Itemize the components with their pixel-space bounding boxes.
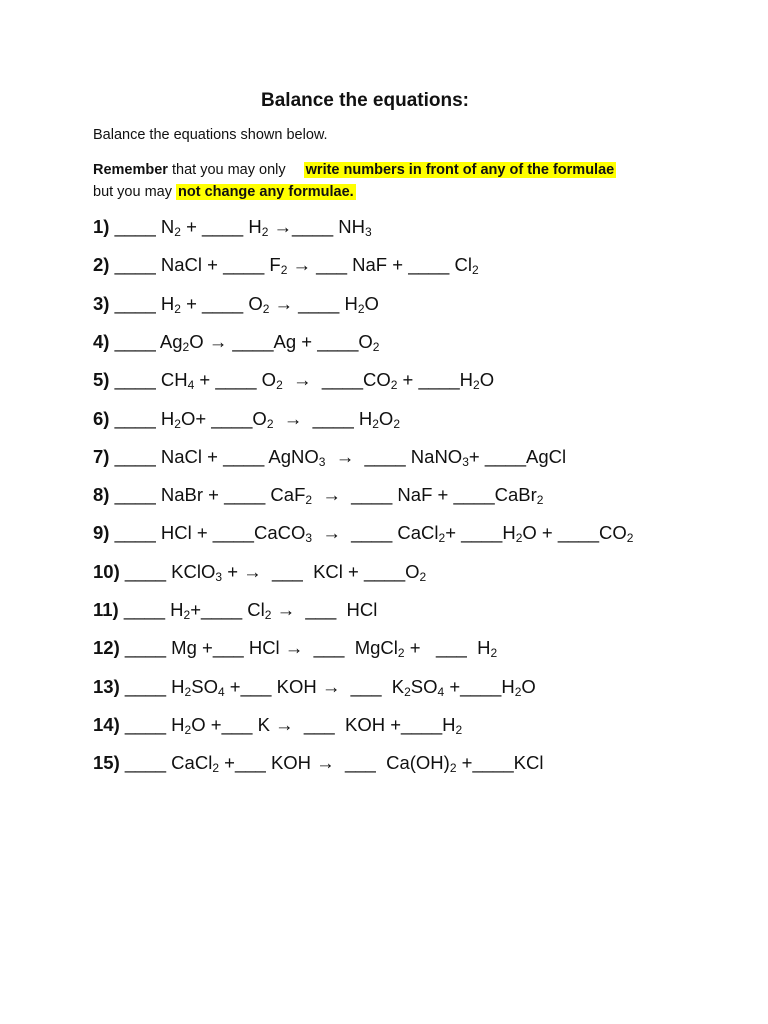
intro-text: Balance the equations shown below.	[93, 127, 328, 143]
equation-text[interactable]: ____ $CH_4$ + ____ $O_2$ → $\_\_\_\_CO_2$ + $\_\_\_\_H_2O$	[114, 369, 495, 393]
highlight-not-change: not change any formulae.	[178, 184, 354, 200]
equation-number: 11)	[93, 599, 124, 620]
equation-row	[93, 560, 426, 584]
equation-text[interactable]: ____ NaCl + ____ AgNO$_3$ → ____ NaNO$_3$+ ____AgCl	[114, 445, 567, 469]
equation-row	[93, 521, 633, 545]
equation-text[interactable]: ____ Mg +___ HCl → ___ MgCl$_2$ + ___ $H_2$	[124, 637, 498, 661]
equation-number: 15)	[93, 752, 125, 774]
equation-text[interactable]: ____ $H_2+\_\_\_\_$ $Cl_2$ → ___ HCl	[123, 599, 378, 622]
equation-text[interactable]: ____ CaCl$_2$ +___ KOH → ___ $Ca(OH)_2$ +____KCl	[124, 752, 544, 776]
equation-row	[93, 751, 543, 775]
equation-number: 12)	[93, 637, 125, 659]
equation-text[interactable]: ____ NaBr + ____ CaF$_2$ → ____ NaF + ____CaBr$_2$	[114, 484, 544, 508]
equation-number: 4)	[93, 330, 115, 352]
equation-number: 5)	[93, 369, 115, 391]
equation-row	[93, 215, 372, 239]
equation-row	[93, 292, 379, 316]
equation-number: 9)	[93, 522, 115, 544]
equation-row	[93, 713, 462, 737]
equation-row	[93, 483, 543, 507]
equation-row	[93, 253, 479, 277]
reminder-label: Remember	[93, 162, 168, 178]
equation-row	[93, 598, 377, 622]
equation-number: 2)	[93, 254, 115, 276]
equation-text[interactable]: ____ $N_2$ + ____ $H_2$ →____ $NH_3$	[114, 216, 372, 239]
reminder-text-1: that you may only	[167, 162, 290, 178]
equation-row	[93, 636, 497, 660]
equation-text[interactable]: ____ $H_2O+$ $\_\_\_\_O_2$ → ____ $H_2O_2$	[114, 407, 400, 431]
equation-text[interactable]: ____ $Ag_2O$ → ____Ag + $\_\_\_\_O_2$	[114, 330, 380, 354]
equation-row	[93, 368, 494, 392]
equation-row	[93, 330, 379, 354]
equation-number: 8)	[93, 484, 115, 506]
equation-text[interactable]: ____ NaCl + ____ $F_2$ → ___ NaF + ____ $Cl_2$	[114, 254, 479, 278]
equation-text[interactable]: ____ $H_2O$ +___ K → ___ KOH $+\_\_\_\_H_2$	[124, 713, 463, 737]
reminder-note	[93, 159, 713, 203]
equation-row	[93, 407, 400, 431]
equation-number: 7)	[93, 445, 115, 467]
equation-number: 1)	[93, 216, 115, 237]
equation-row	[93, 675, 536, 699]
equation-text[interactable]: ____ $H_2SO_4$ +___ KOH → ___ $K_2SO_4$ $+\_\_\_\_H_2O$	[124, 675, 536, 699]
equation-number: 14)	[93, 713, 125, 735]
equation-text[interactable]: ____ KClO$_3$ + → ___ KCl + $\_\_\_\_O_2$	[124, 560, 427, 584]
equation-text[interactable]: ____ HCl + ____CaCO$_3$ → ____ CaCl$_2$+ $\_\_\_\_H_2O$ + $\_\_\_\_CO_2$	[114, 522, 634, 546]
page-title: Balance the equations:	[261, 90, 469, 111]
reminder-line-2	[93, 181, 713, 203]
equation-number: 3)	[93, 292, 115, 314]
equation-number: 6)	[93, 407, 115, 429]
equation-number: 10)	[93, 560, 125, 582]
reminder-line-1	[93, 159, 713, 181]
equation-number: 13)	[93, 675, 125, 697]
highlight-write-numbers: write numbers in front of any of the formulae	[305, 162, 615, 178]
reminder-text-2: but you may	[93, 184, 177, 200]
equation-text[interactable]: ____ $H_2$ + ____ $O_2$ → ____ $H_2O$	[114, 292, 379, 316]
equation-row	[93, 445, 566, 469]
